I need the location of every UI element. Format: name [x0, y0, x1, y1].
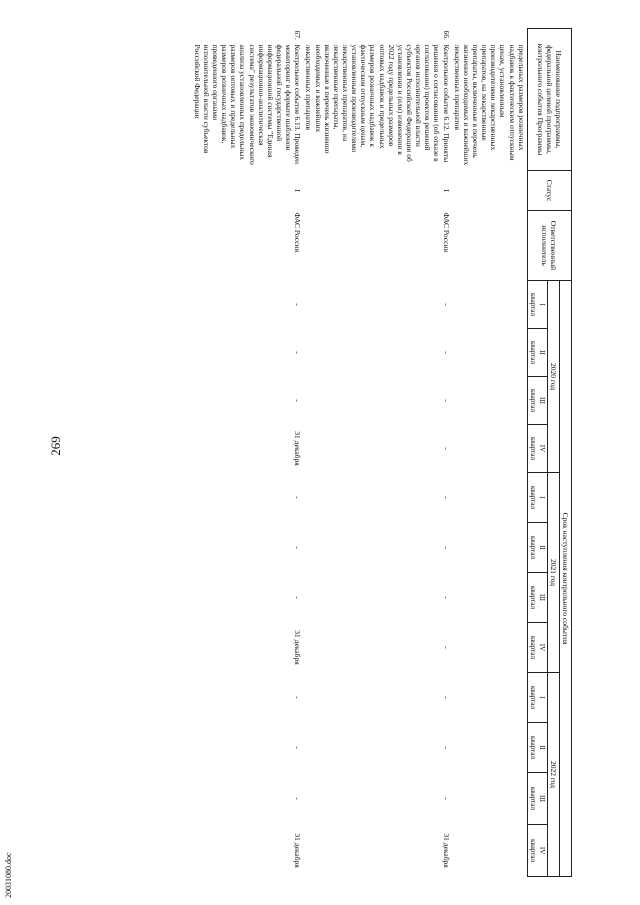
row-quarter-cell: -: [441, 746, 451, 749]
row-executor: [452, 211, 528, 281]
quarter-word: квартал: [529, 389, 538, 412]
row-quarter-cell: [452, 329, 528, 377]
table-body: [192, 29, 528, 877]
row-name: предельных размеров розничных надбавок к фактическим отпускным ценам, установленным производителями лекарственных препаратов, на лекарственные препараты, включенные в перечень жизненно необходимых и важнейших лекарственных препаратов: [452, 44, 526, 166]
row-quarter-cell: -: [293, 596, 303, 599]
header-quarter: [527, 329, 547, 377]
table-row: [303, 29, 451, 877]
header-quarter: [527, 523, 547, 573]
header-quarter: [527, 281, 547, 329]
quarter-number: III: [537, 795, 546, 802]
quarter-number: III: [537, 594, 546, 601]
row-quarter-cell: [452, 425, 528, 473]
row-quarter-cell: -: [293, 303, 303, 306]
row-quarter-cell: [452, 773, 528, 825]
row-name: Контрольное событие 6.13. Проведен мониторинг в формате шаблонов федеральной государственной информационной системы "Единая информационно-аналитическая система" результатов экономического анализа установленных предельных размеров оптовых и предельных размеров розничных надбавок, проведенного органами исполнительной власти субъектов Российской Федерации: [192, 44, 303, 165]
header-status: Статус: [527, 171, 571, 211]
row-status: I: [293, 189, 303, 192]
row-quarter-cell: 31 декабря: [441, 833, 451, 868]
quarter-number: I: [537, 303, 546, 306]
header-quarter: [527, 623, 547, 673]
row-executor: ФАС России: [293, 212, 303, 253]
page-number: 269: [48, 436, 63, 456]
row-quarter-cell: -: [293, 546, 303, 549]
header-quarter: [527, 473, 547, 523]
row-quarter-cell: -: [293, 696, 303, 699]
header-quarter: [527, 723, 547, 773]
quarter-number: III: [537, 397, 546, 404]
quarter-word: квартал: [529, 486, 538, 509]
row-quarter-cell: -: [441, 646, 451, 649]
quarter-number: IV: [537, 846, 546, 855]
quarter-word: квартал: [529, 636, 538, 659]
quarter-number: II: [537, 545, 546, 550]
row-number: 66.: [441, 30, 451, 40]
quarter-number: II: [537, 745, 546, 750]
quarter-number: I: [537, 696, 546, 699]
header-term: Срок наступления контрольного события: [559, 281, 571, 877]
row-quarter-cell: -: [441, 351, 451, 354]
row-quarter-cell: -: [441, 447, 451, 450]
header-year-2022: 2022 год: [547, 673, 559, 877]
header-quarter: [527, 825, 547, 877]
row-quarter-cell: 31 декабря: [293, 630, 303, 665]
header-year-2020: 2020 год: [547, 281, 559, 473]
header-quarter: [527, 377, 547, 425]
control-events-table: [192, 28, 572, 877]
row-quarter-cell: -: [441, 546, 451, 549]
row-quarter-cell: [452, 623, 528, 673]
row-executor: ФАС России: [441, 212, 451, 253]
table-header: [527, 29, 571, 877]
row-quarter-cell: -: [441, 797, 451, 800]
row-quarter-cell: -: [293, 399, 303, 402]
quarter-word: квартал: [529, 536, 538, 559]
quarter-number: IV: [537, 643, 546, 652]
quarter-word: квартал: [529, 839, 538, 863]
quarter-word: квартал: [529, 787, 538, 810]
quarter-word: квартал: [529, 437, 538, 460]
quarter-number: II: [537, 350, 546, 355]
header-executor: Ответственный исполнитель: [527, 211, 571, 281]
row-quarter-cell: [452, 377, 528, 425]
row-status: I: [441, 189, 451, 192]
row-quarter-cell: -: [293, 496, 303, 499]
row-number: 67.: [293, 30, 303, 40]
row-quarter-cell: [452, 573, 528, 623]
quarter-number: I: [537, 496, 546, 499]
row-quarter-cell: [452, 473, 528, 523]
header-year-2021: 2021 год: [547, 473, 559, 673]
footer-filename: 20031080.doc: [4, 852, 13, 898]
row-quarter-cell: 31 декабря: [293, 833, 303, 868]
header-quarter: [527, 773, 547, 825]
row-status: [452, 171, 528, 211]
quarter-number: IV: [537, 444, 546, 453]
row-quarter-cell: -: [293, 351, 303, 354]
header-quarter: [527, 673, 547, 723]
row-quarter-cell: [452, 825, 528, 877]
row-quarter-cell: -: [441, 399, 451, 402]
row-quarter-cell: -: [293, 797, 303, 800]
row-quarter-cell: -: [441, 496, 451, 499]
table-row: [452, 29, 528, 877]
row-number: [452, 29, 528, 43]
row-quarter-cell: [452, 281, 528, 329]
quarter-word: квартал: [529, 686, 538, 709]
row-quarter-cell: -: [441, 696, 451, 699]
quarter-word: квартал: [529, 293, 538, 316]
header-quarter: [527, 573, 547, 623]
row-quarter-cell: -: [441, 596, 451, 599]
row-quarter-cell: [452, 723, 528, 773]
quarter-word: квартал: [529, 736, 538, 759]
quarter-word: квартал: [529, 586, 538, 609]
row-quarter-cell: -: [441, 303, 451, 306]
table-row: [192, 29, 304, 877]
header-quarter: [527, 425, 547, 473]
row-quarter-cell: [452, 673, 528, 723]
row-quarter-cell: -: [293, 746, 303, 749]
quarter-word: квартал: [529, 341, 538, 364]
row-quarter-cell: 31 декабря: [293, 431, 303, 466]
rotated-table-wrapper: [90, 28, 572, 876]
row-name: Контрольное событие 6.12. Приняты решения о согласовании (об отказе в согласовании) проектов решений органов исполнительной власти субъектов Российской Федерации об установлении и (или) изменении в 2022 году предельных размеров оптовых надбавок и предельных размеров розничных надбавок к фактическим отпускным ценам, установленным производителями лекарственных препаратов, на лекарственные препараты, включенные в перечень жизненно необходимых и важнейших лекарственных препаратов: [304, 44, 451, 163]
row-quarter-cell: [452, 523, 528, 573]
header-name: Наименование подпрограммы, федеральной целевой программы, контрольного события Программы: [527, 29, 571, 171]
